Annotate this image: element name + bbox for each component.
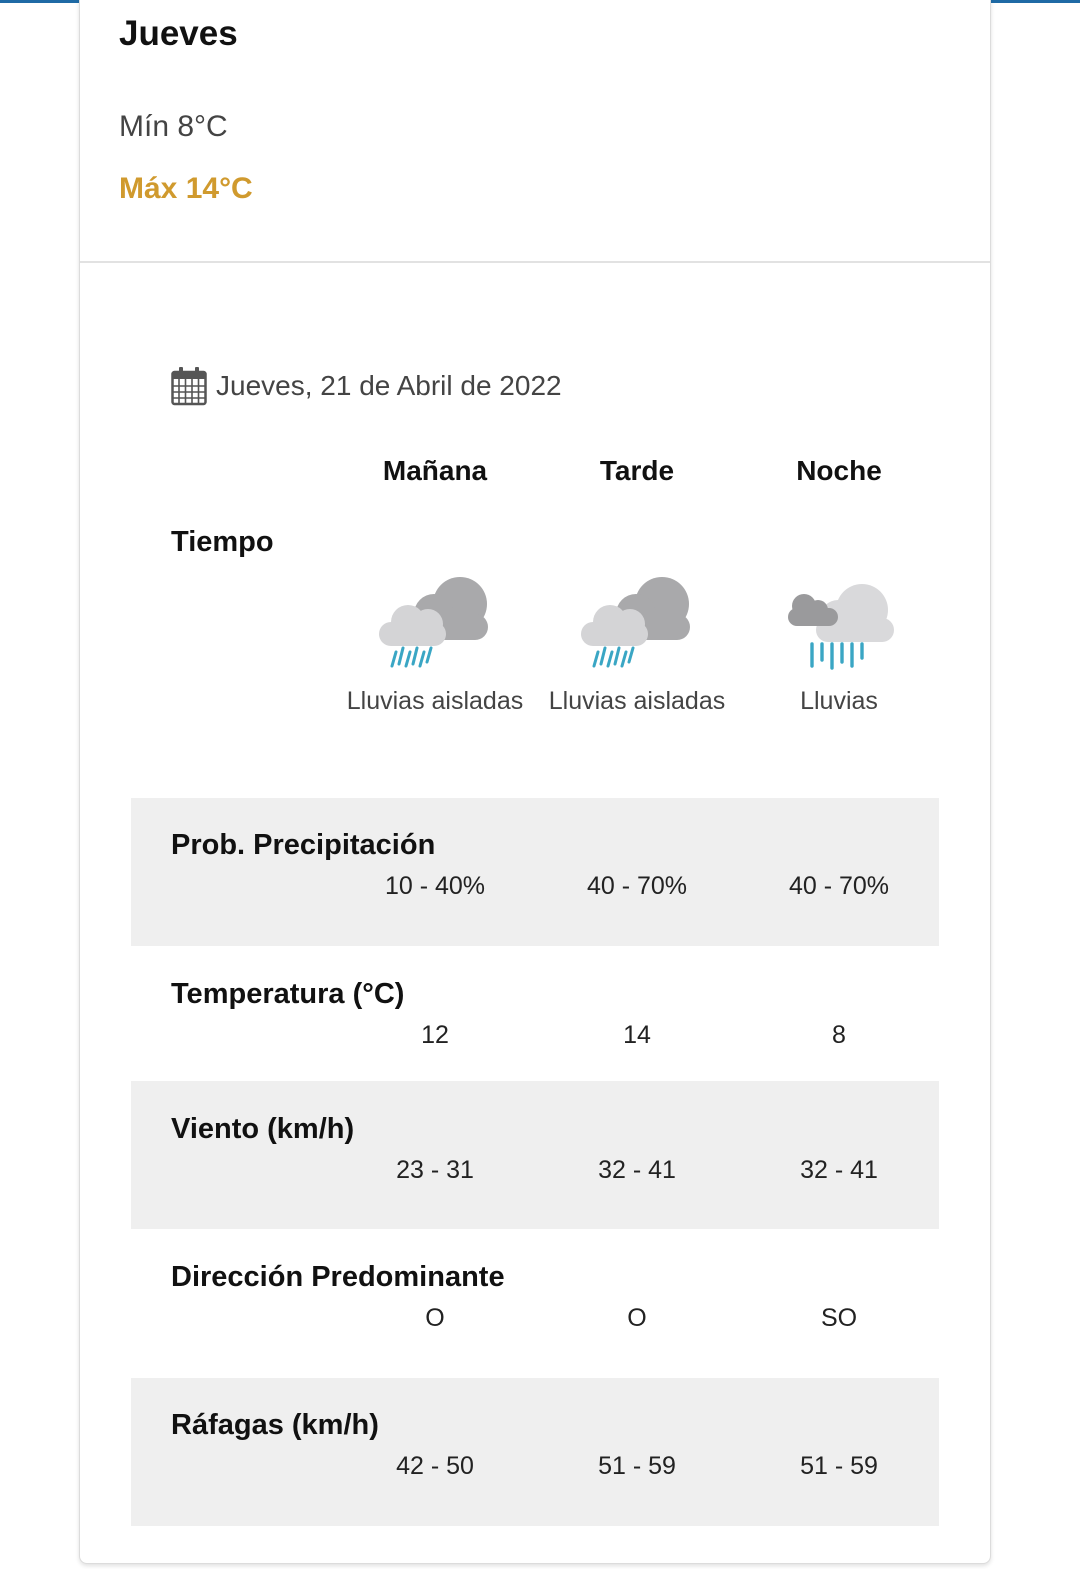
calendar-icon (171, 366, 207, 406)
row-label-precipitation: Prob. Precipitación (171, 829, 436, 861)
day-summary[interactable] (80, 0, 990, 263)
temperature-night: 8 (832, 1021, 846, 1049)
sky-description-night: Lluvias (800, 687, 878, 715)
gusts-night: 51 - 59 (800, 1452, 878, 1480)
wind-night: 32 - 41 (800, 1156, 878, 1184)
row-label-wind: Viento (km/h) (171, 1113, 355, 1145)
gusts-morning: 42 - 50 (396, 1452, 474, 1480)
row-label-temperature: Temperatura (°C) (171, 978, 405, 1010)
forecast-date: Jueves, 21 de Abril de 2022 (216, 370, 562, 401)
max-temperature: Máx 14°C (119, 172, 253, 205)
sky-description-afternoon: Lluvias aisladas (548, 687, 726, 715)
direction-morning: O (425, 1304, 445, 1332)
sky-label: Tiempo (171, 526, 274, 558)
precipitation-morning: 10 - 40% (384, 872, 486, 900)
direction-afternoon: O (627, 1304, 647, 1332)
forecast-card (79, 0, 991, 1564)
cloud-isolated-rain-icon (578, 574, 702, 674)
row-label-gusts: Ráfagas (km/h) (171, 1409, 379, 1441)
wind-afternoon: 32 - 41 (598, 1156, 676, 1184)
row-band-wind (131, 1081, 939, 1229)
day-title: Jueves (119, 14, 238, 53)
row-label-direction: Dirección Predominante (171, 1261, 505, 1293)
min-temperature: Mín 8°C (119, 110, 228, 143)
cloud-isolated-rain-icon (376, 574, 500, 674)
wind-morning: 23 - 31 (396, 1156, 474, 1184)
temperature-afternoon: 14 (623, 1021, 651, 1049)
cloud-rain-icon (780, 574, 904, 674)
precipitation-afternoon: 40 - 70% (586, 872, 688, 900)
period-header-afternoon: Tarde (599, 455, 675, 486)
sky-description-morning: Lluvias aisladas (346, 687, 524, 715)
direction-night: SO (820, 1304, 858, 1332)
period-header-morning: Mañana (382, 455, 488, 486)
temperature-morning: 12 (421, 1021, 449, 1049)
gusts-afternoon: 51 - 59 (598, 1452, 676, 1480)
period-header-night: Noche (796, 455, 882, 486)
date-row (171, 366, 562, 406)
precipitation-night: 40 - 70% (788, 872, 890, 900)
